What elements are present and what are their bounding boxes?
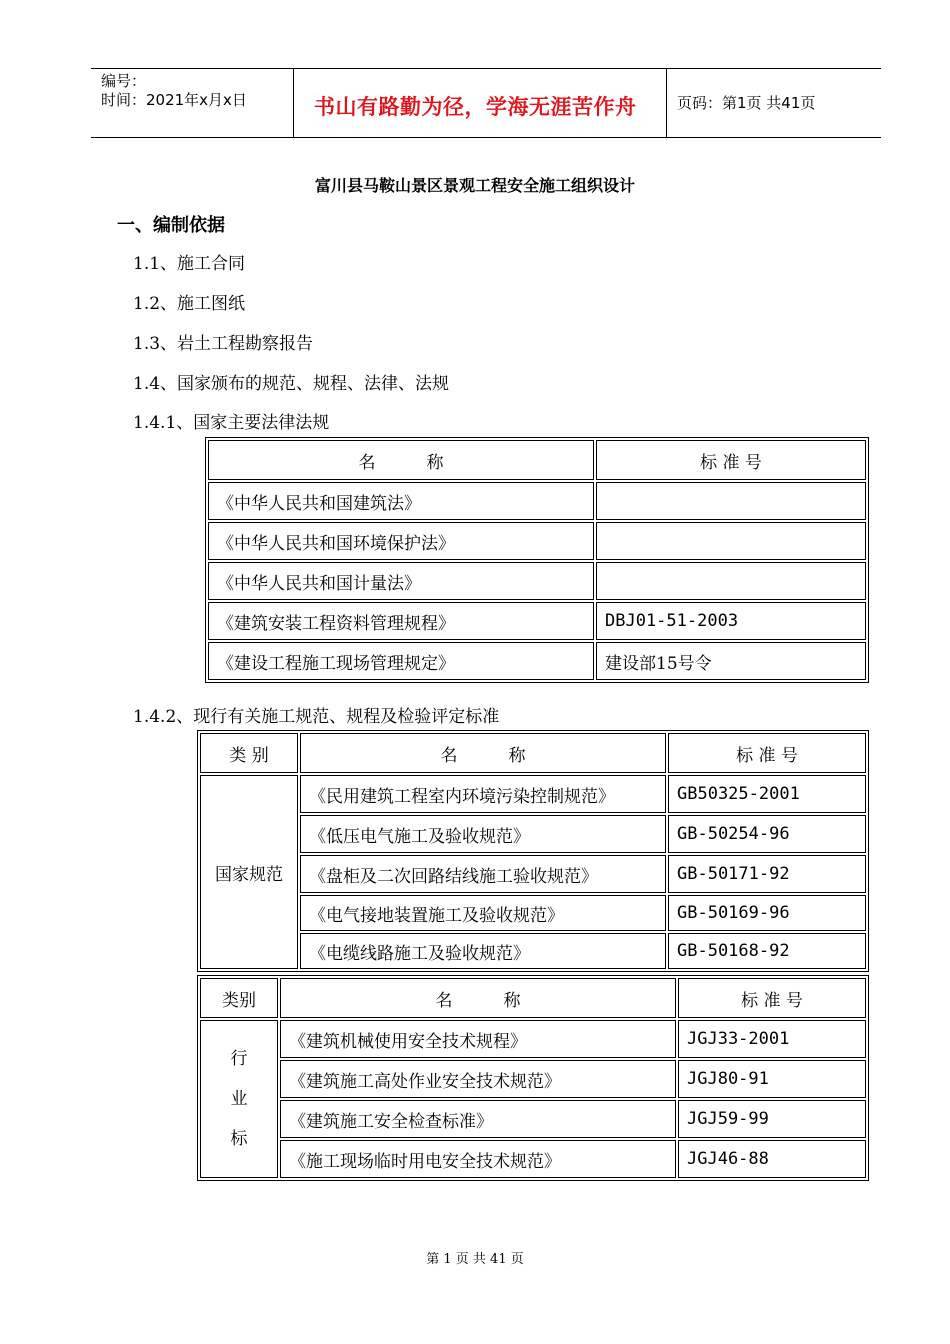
table-row xyxy=(200,1140,866,1178)
standard-code-cell: GB-50254-96 xyxy=(668,815,866,853)
column-header-name: 名 称 xyxy=(208,440,594,480)
table-row xyxy=(200,1100,866,1138)
subsection-heading: 1.4.1、国家主要法律法规 xyxy=(133,413,330,433)
law-name-cell: 《建设工程施工现场管理规定》 xyxy=(208,642,594,680)
law-standard-cell xyxy=(596,482,866,520)
column-header-standard: 标 准 号 xyxy=(678,978,866,1018)
law-standard-cell xyxy=(596,562,866,600)
list-item: 1.2、施工图纸 xyxy=(133,294,246,314)
list-item: 1.4、国家颁布的规范、规程、法律、法规 xyxy=(133,374,450,394)
table-row xyxy=(200,895,866,931)
subsection-heading: 1.4.2、现行有关施工规范、规程及检验评定标准 xyxy=(133,707,500,727)
standard-code-cell: GB-50169-96 xyxy=(668,895,866,931)
page-footer: 第 1 页 共 41 页 xyxy=(426,1252,524,1267)
law-standard-cell xyxy=(596,522,866,560)
section-heading: 一、编制依据 xyxy=(117,215,225,236)
standard-name-cell: 《施工现场临时用电安全技术规范》 xyxy=(280,1140,676,1178)
laws-table xyxy=(205,437,869,683)
table-header-row xyxy=(208,440,866,480)
table-row xyxy=(200,775,866,813)
category-char: 业 xyxy=(230,1089,248,1109)
table-row xyxy=(200,855,866,893)
page-header xyxy=(91,68,881,138)
standard-code-cell: JGJ80-91 xyxy=(678,1060,866,1098)
law-name-cell: 《建筑安装工程资料管理规程》 xyxy=(208,602,594,640)
table-row xyxy=(200,815,866,853)
law-name-cell: 《中华人民共和国计量法》 xyxy=(208,562,594,600)
column-header-name: 名 称 xyxy=(280,978,676,1018)
standard-name-cell: 《电气接地装置施工及验收规范》 xyxy=(300,895,666,931)
header-motto-cell xyxy=(294,69,667,137)
standard-name-cell: 《民用建筑工程室内环境污染控制规范》 xyxy=(300,775,666,813)
national-standards-table xyxy=(197,730,869,972)
header-meta-cell xyxy=(91,69,294,137)
document-title: 富川县马鞍山景区景观工程安全施工组织设计 xyxy=(314,176,635,195)
law-standard-cell: DBJ01-51-2003 xyxy=(596,602,866,640)
table-row xyxy=(208,602,866,640)
law-standard-cell: 建设部15号令 xyxy=(596,642,866,680)
category-char: 标 xyxy=(230,1129,248,1149)
standard-code-cell: GB50325-2001 xyxy=(668,775,866,813)
law-name-cell: 《中华人民共和国环境保护法》 xyxy=(208,522,594,560)
column-header-standard: 标 准 号 xyxy=(596,440,866,480)
table-header-row xyxy=(200,733,866,773)
header-page-cell xyxy=(667,69,881,137)
category-cell xyxy=(200,1020,278,1178)
header-motto: 书山有路勤为径，学海无涯苦作舟 xyxy=(314,95,637,119)
table-row xyxy=(208,482,866,520)
table-header-row xyxy=(200,978,866,1018)
header-page-label: 页码：第1页 共41页 xyxy=(677,94,816,112)
list-item: 1.3、岩土工程勘察报告 xyxy=(133,334,314,354)
column-header-standard: 标 准 号 xyxy=(668,733,866,773)
column-header-category: 类 别 xyxy=(200,733,298,773)
list-item: 1.1、施工合同 xyxy=(133,254,246,274)
standard-name-cell: 《建筑施工安全检查标准》 xyxy=(280,1100,676,1138)
standard-code-cell: JGJ33-2001 xyxy=(678,1020,866,1058)
category-cell: 国家规范 xyxy=(200,775,298,969)
standard-name-cell: 《盘柜及二次回路结线施工验收规范》 xyxy=(300,855,666,893)
industry-standards-table xyxy=(197,975,869,1181)
table-row xyxy=(208,522,866,560)
standard-name-cell: 《建筑施工高处作业安全技术规范》 xyxy=(280,1060,676,1098)
standard-name-cell: 《建筑机械使用安全技术规程》 xyxy=(280,1020,676,1058)
standard-name-cell: 《低压电气施工及验收规范》 xyxy=(300,815,666,853)
table-row xyxy=(208,562,866,600)
standard-code-cell: JGJ59-99 xyxy=(678,1100,866,1138)
category-char: 行 xyxy=(230,1049,248,1069)
table-row xyxy=(200,933,866,969)
table-row xyxy=(200,1020,866,1058)
doc-number-label: 编号： xyxy=(101,72,147,90)
law-name-cell: 《中华人民共和国建筑法》 xyxy=(208,482,594,520)
standard-name-cell: 《电缆线路施工及验收规范》 xyxy=(300,933,666,969)
table-row xyxy=(208,642,866,680)
column-header-name: 名 称 xyxy=(300,733,666,773)
standard-code-cell: GB-50171-92 xyxy=(668,855,866,893)
standard-code-cell: JGJ46-88 xyxy=(678,1140,866,1178)
table-row xyxy=(200,1060,866,1098)
doc-time-label: 时间：2021年x月x日 xyxy=(101,91,247,109)
standard-code-cell: GB-50168-92 xyxy=(668,933,866,969)
column-header-category: 类别 xyxy=(200,978,278,1018)
